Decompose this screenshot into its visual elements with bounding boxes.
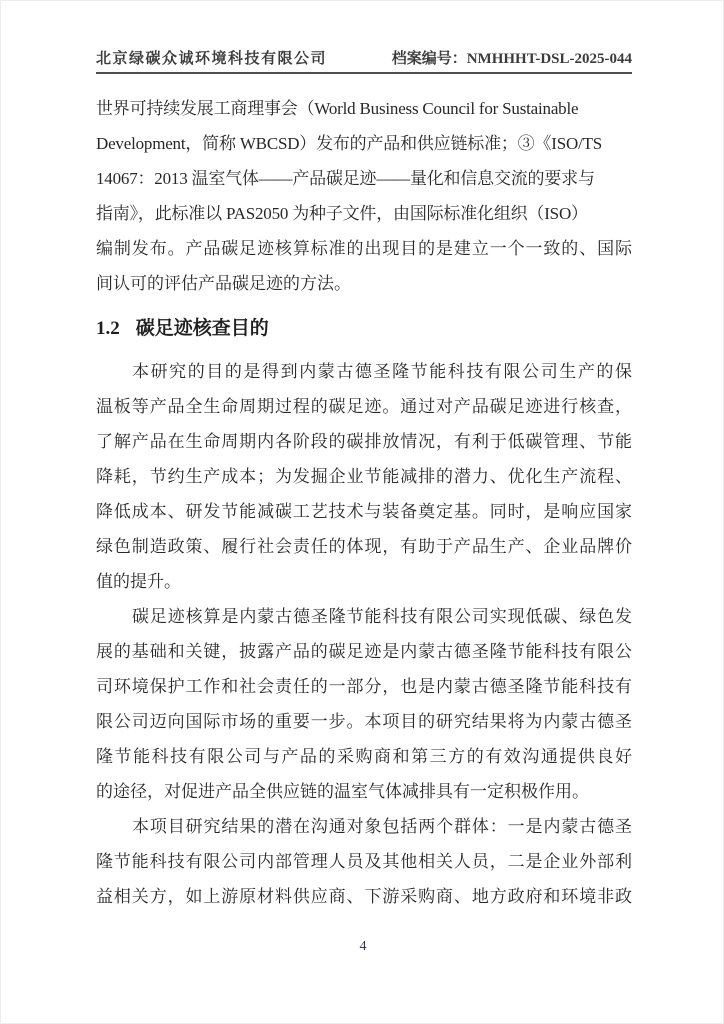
- page-header: [96, 47, 632, 74]
- body-line: 世界可持续发展工商理事会（World Business Council for Sustainable: [96, 99, 579, 118]
- section-number: 1.2: [96, 318, 120, 339]
- body-line: 编制发布。产品碳足迹核算标准的出现目的是建立一个一致的、国际: [96, 239, 632, 258]
- paragraph-1: [96, 91, 632, 301]
- body-line: 14067：2013 温室气体——产品碳足迹——量化和信息交流的要求与: [96, 169, 595, 188]
- body-line: 隆节能科技有限公司内部管理人员及其他相关人员，二是企业外部利: [96, 852, 632, 871]
- doc-number-label: 档案编号：: [391, 51, 467, 67]
- body-line: 指南》，此标准以 PAS2050 为种子文件，由国际标准化组织（ISO）: [96, 204, 588, 223]
- body-line: 本研究的目的是得到内蒙古德圣隆节能科技有限公司生产的保: [132, 362, 632, 381]
- page-number: 4: [359, 939, 367, 954]
- body-line: 展的基础和关键，披露产品的碳足迹是内蒙古德圣隆节能科技有限公: [96, 642, 632, 661]
- body-line: 本项目研究结果的潜在沟通对象包括两个群体：一是内蒙古德圣: [132, 817, 632, 836]
- paragraph-4: [96, 809, 632, 914]
- paragraph-2: [96, 354, 632, 599]
- section-heading: [96, 311, 632, 346]
- body-line: 限公司迈向国际市场的重要一步。本项目的研究结果将为内蒙古德圣: [96, 712, 632, 731]
- header-company-name: 北京绿碳众诚环境科技有限公司: [96, 51, 328, 67]
- document-body: [96, 91, 632, 914]
- body-line: 的途径，对促进产品全供应链的温室气体减排具有一定积极作用。: [96, 782, 589, 801]
- body-line: 降耗，节约生产成本；为发掘企业节能减排的潜力、优化生产流程、: [96, 467, 632, 486]
- page-footer: [1, 939, 724, 955]
- doc-number-value: NMHHHT-DSL-2025-044: [466, 51, 632, 67]
- body-line: 间认可的评估产品碳足迹的方法。: [96, 274, 351, 293]
- header-doc-number: [392, 47, 632, 68]
- section-title: 碳足迹核查目的: [135, 318, 269, 339]
- body-line: 益相关方，如上游原材料供应商、下游采购商、地方政府和环境非政: [96, 887, 632, 906]
- body-line: 碳足迹核算是内蒙古德圣隆节能科技有限公司实现低碳、绿色发: [132, 607, 632, 626]
- body-line: 值的提升。: [96, 572, 181, 591]
- body-line: 温板等产品全生命周期过程的碳足迹。通过对产品碳足迹进行核查，: [96, 397, 632, 416]
- body-line: 绿色制造政策、履行社会责任的体现，有助于产品生产、企业品牌价: [96, 537, 632, 556]
- body-line: 司环境保护工作和社会责任的一部分，也是内蒙古德圣隆节能科技有: [96, 677, 632, 696]
- body-line: 了解产品在生命周期内各阶段的碳排放情况，有利于低碳管理、节能: [96, 432, 632, 451]
- body-line: 隆节能科技有限公司与产品的采购商和第三方的有效沟通提供良好: [96, 747, 632, 766]
- body-line: Development，简称 WBCSD）发布的产品和供应链标准；③《ISO/TS: [96, 134, 603, 153]
- body-line: 降低成本、研发节能减碳工艺技术与装备奠定基。同时，是响应国家: [96, 502, 632, 521]
- paragraph-3: [96, 599, 632, 809]
